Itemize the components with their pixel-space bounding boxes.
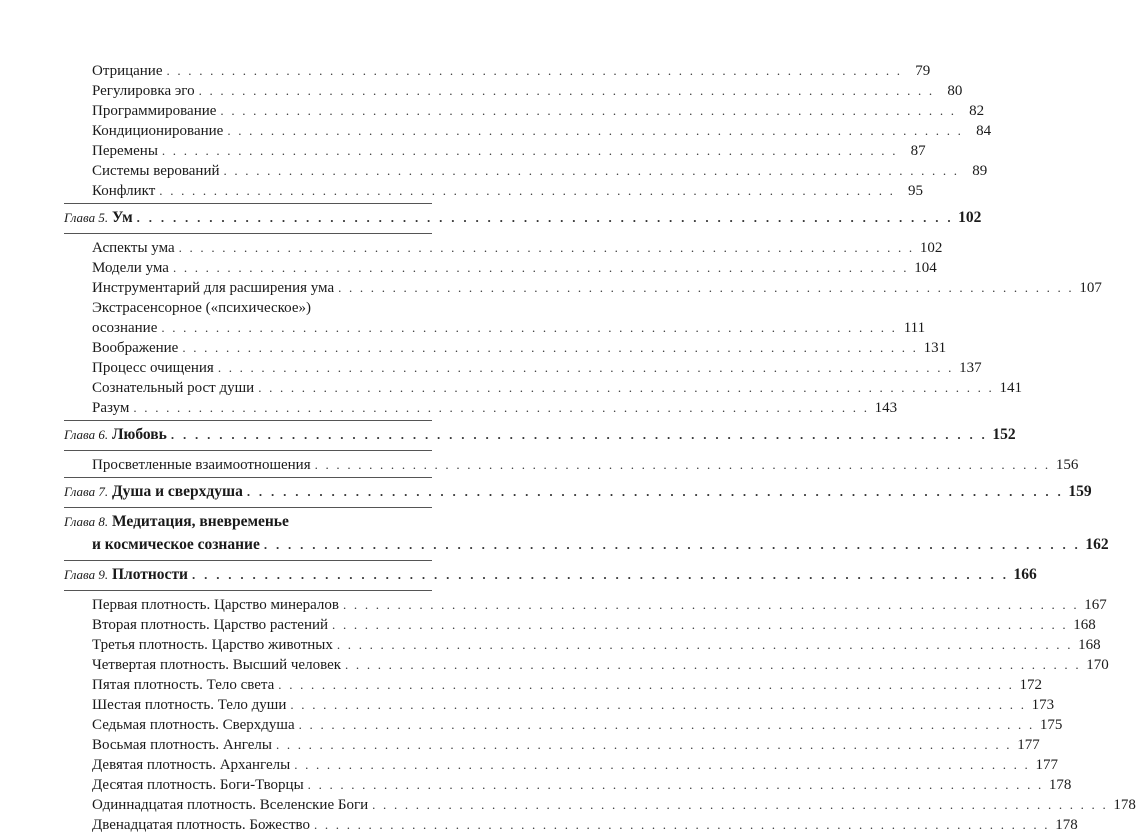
entry-title: Седьмая плотность. Сверхдуша [92, 717, 295, 733]
toc-entry [0, 277, 1102, 297]
chapter-divider [64, 233, 432, 234]
entry-title: Конфликт [92, 183, 156, 199]
toc-entry [0, 674, 1043, 694]
toc-entry [0, 614, 1096, 634]
toc-entry [0, 654, 1109, 674]
toc-entry [0, 120, 992, 140]
page-number: 107 [1079, 280, 1102, 296]
entry-title: Модели ума [92, 260, 169, 276]
dot-leader: . . . . . . . . . . . . . . . . . . . . . . . . . . . . . . . . . . . . . . . . . . . . . . . . . . . . . . . . . . . . . . . . . . . . [172, 260, 909, 275]
toc-entry [0, 634, 1101, 654]
entry-title: Кондиционирование [92, 123, 224, 139]
toc-entry [0, 774, 1072, 794]
entry-title: Восьмая плотность. Ангелы [92, 737, 272, 753]
page-number: 80 [947, 83, 963, 99]
entry-title: осознание [92, 320, 158, 336]
chapter-number: Глава 9. [64, 567, 109, 582]
dot-leader: . . . . . . . . . . . . . . . . . . . . . . . . . . . . . . . . . . . . . . . . . . . . . . . . . . . . . . . . . . . . . . . . . . . . [136, 210, 954, 225]
entry-title: Регулировка эго [92, 83, 195, 99]
entry-title: Просветленные взаимоотношения [92, 457, 311, 473]
page-number: 102 [958, 209, 982, 226]
chapter-divider [64, 507, 432, 508]
entry-title: Сознательный рост души [92, 380, 255, 396]
dot-leader: . . . . . . . . . . . . . . . . . . . . . . . . . . . . . . . . . . . . . . . . . . . . . . . . . . . . . . . . . . . . . . . . . . . . [133, 400, 870, 415]
chapter-number: Глава 7. [64, 484, 109, 499]
entry-title: Одиннадцатая плотность. Вселенские Боги [92, 797, 369, 813]
toc-entry [0, 160, 988, 180]
entry-title: Экстрасенсорное («психическое») [92, 300, 312, 316]
toc-entry [0, 794, 1136, 814]
dot-leader: . . . . . . . . . . . . . . . . . . . . . . . . . . . . . . . . . . . . . . . . . . . . . . . . . . . . . . . . . . . . . . . . . . . . [332, 617, 1068, 632]
toc-entry [0, 80, 963, 100]
page-number: 167 [1084, 597, 1107, 613]
page-number: 162 [1085, 536, 1109, 553]
page-number: 95 [908, 183, 924, 199]
dot-leader: . . . . . . . . . . . . . . . . . . . . . . . . . . . . . . . . . . . . . . . . . . . . . . . . . . . . . . . . . . . . . . . . . . . . [275, 737, 1012, 752]
entry-title: Пятая плотность. Тело света [92, 677, 275, 693]
chapter-number: Глава 8. [64, 514, 109, 529]
chapter-divider [64, 203, 432, 204]
toc-entry [0, 60, 931, 80]
page-number: 82 [969, 103, 985, 119]
toc-entry [0, 100, 985, 120]
page-number: 89 [972, 163, 988, 179]
chapter-title: Медитация, вневременье [111, 513, 289, 530]
page-number: 168 [1073, 617, 1096, 633]
dot-leader: . . . . . . . . . . . . . . . . . . . . . . . . . . . . . . . . . . . . . . . . . . . . . . . . . . . . . . . . . . . . . . . . . . . . [161, 320, 898, 335]
page-number: 178 [1048, 777, 1072, 793]
page-number: 104 [914, 260, 937, 276]
page-number: 131 [923, 340, 947, 356]
page-number: 84 [976, 123, 992, 139]
toc-entry [0, 337, 947, 357]
page-number: 175 [1039, 717, 1063, 733]
dot-leader: . . . . . . . . . . . . . . . . . . . . . . . . . . . . . . . . . . . . . . . . . . . . . . . . . . . . . . . . . . . . . . . . . . . . [220, 103, 957, 118]
page-number: 111 [903, 320, 926, 336]
entry-title: Перемены [92, 143, 158, 159]
dot-leader: . . . . . . . . . . . . . . . . . . . . . . . . . . . . . . . . . . . . . . . . . . . . . . . . . . . . . . . . . . . . . . . . . . . . [258, 380, 994, 395]
chapter-heading [0, 207, 982, 227]
page-number: 156 [1055, 457, 1079, 473]
page-number: 166 [1013, 566, 1037, 583]
toc-entry [0, 257, 937, 277]
toc-entry [0, 754, 1058, 774]
page-number: 170 [1086, 657, 1109, 673]
page-number: 87 [910, 143, 926, 159]
entry-title: Системы верований [92, 163, 220, 179]
dot-leader: . . . . . . . . . . . . . . . . . . . . . . . . . . . . . . . . . . . . . . . . . . . . . . . . . . . . . . . . . . . . . . . . . . . . [159, 183, 896, 198]
dot-leader: . . . . . . . . . . . . . . . . . . . . . . . . . . . . . . . . . . . . . . . . . . . . . . . . . . . . . . . . . . . . . . . . . . . . [290, 697, 1027, 712]
toc-entry [0, 814, 1078, 834]
toc-entry [0, 734, 1040, 754]
entry-title: Процесс очищения [92, 360, 214, 376]
chapter-label [64, 426, 167, 444]
dot-leader: . . . . . . . . . . . . . . . . . . . . . . . . . . . . . . . . . . . . . . . . . . . . . . . . . . . . . . . . . . . . . . . . . . . . [314, 817, 1050, 832]
dot-leader: . . . . . . . . . . . . . . . . . . . . . . . . . . . . . . . . . . . . . . . . . . . . . . . . . . . . . . . . . . . . . . . . . . . . [345, 657, 1081, 672]
entry-title: Двенадцатая плотность. Божество [92, 817, 310, 833]
chapter-title: Ум [111, 209, 133, 226]
page-number: 173 [1031, 697, 1055, 713]
dot-leader: . . . . . . . . . . . . . . . . . . . . . . . . . . . . . . . . . . . . . . . . . . . . . . . . . . . . . . . . . . . . . . . . . . . . [263, 537, 1081, 552]
dot-leader: . . . . . . . . . . . . . . . . . . . . . . . . . . . . . . . . . . . . . . . . . . . . . . . . . . . . . . . . . . . . . . . . . . . . [217, 360, 954, 375]
dot-leader: . . . . . . . . . . . . . . . . . . . . . . . . . . . . . . . . . . . . . . . . . . . . . . . . . . . . . . . . . . . . . . . . . . . . [178, 240, 915, 255]
dot-leader: . . . . . . . . . . . . . . . . . . . . . . . . . . . . . . . . . . . . . . . . . . . . . . . . . . . . . . . . . . . . . . . . . . . . [192, 567, 1009, 582]
entry-title: Разум [92, 400, 130, 416]
entry-title: Десятая плотность. Боги-Творцы [92, 777, 304, 793]
page-number: 79 [915, 63, 931, 79]
page-number: 137 [959, 360, 982, 376]
chapter-label [64, 483, 243, 501]
dot-leader: . . . . . . . . . . . . . . . . . . . . . . . . . . . . . . . . . . . . . . . . . . . . . . . . . . . . . . . . . . . . . . . . . . . . [227, 123, 964, 138]
toc-entry [0, 180, 924, 200]
dot-leader: . . . . . . . . . . . . . . . . . . . . . . . . . . . . . . . . . . . . . . . . . . . . . . . . . . . . . . . . . . . . . . . . . . . . [372, 797, 1108, 812]
toc-entry [0, 454, 1079, 474]
dot-leader: . . . . . . . . . . . . . . . . . . . . . . . . . . . . . . . . . . . . . . . . . . . . . . . . . . . . . . . . . . . . . . . . . . . . [246, 484, 1064, 499]
entry-title: Третья плотность. Царство животных [92, 637, 333, 653]
dot-leader: . . . . . . . . . . . . . . . . . . . . . . . . . . . . . . . . . . . . . . . . . . . . . . . . . . . . . . . . . . . . . . . . . . . . [298, 717, 1035, 732]
dot-leader: . . . . . . . . . . . . . . . . . . . . . . . . . . . . . . . . . . . . . . . . . . . . . . . . . . . . . . . . . . . . . . . . . . . . [314, 457, 1051, 472]
chapter-label [64, 513, 289, 531]
entry-title: Программирование [92, 103, 217, 119]
entry-title: Шестая плотность. Тело души [92, 697, 287, 713]
toc-entry [0, 594, 1107, 614]
chapter-title: и космическое сознание [92, 536, 260, 553]
dot-leader: . . . . . . . . . . . . . . . . . . . . . . . . . . . . . . . . . . . . . . . . . . . . . . . . . . . . . . . . . . . . . . . . . . . . [336, 637, 1073, 652]
toc-entry [0, 694, 1055, 714]
page-number: 178 [1055, 817, 1078, 833]
entry-title: Четвертая плотность. Высший человек [92, 657, 342, 673]
chapter-title: Плотности [111, 566, 188, 583]
entry-title: Воображение [92, 340, 179, 356]
page-number: 143 [874, 400, 898, 416]
dot-leader: . . . . . . . . . . . . . . . . . . . . . . . . . . . . . . . . . . . . . . . . . . . . . . . . . . . . . . . . . . . . . . . . . . . . [343, 597, 1079, 612]
dot-leader: . . . . . . . . . . . . . . . . . . . . . . . . . . . . . . . . . . . . . . . . . . . . . . . . . . . . . . . . . . . . . . . . . . . . [294, 757, 1030, 772]
dot-leader: . . . . . . . . . . . . . . . . . . . . . . . . . . . . . . . . . . . . . . . . . . . . . . . . . . . . . . . . . . . . . . . . . . . . [338, 280, 1074, 295]
chapter-title: Любовь [111, 426, 167, 443]
dot-leader: . . . . . . . . . . . . . . . . . . . . . . . . . . . . . . . . . . . . . . . . . . . . . . . . . . . . . . . . . . . . . . . . . . . . [278, 677, 1015, 692]
page-number: 178 [1113, 797, 1136, 813]
toc-entry [0, 317, 926, 337]
chapter-heading-continued [0, 534, 1109, 554]
page-number: 177 [1017, 737, 1040, 753]
toc-entry [0, 377, 1022, 397]
chapter-heading [0, 564, 1037, 584]
page-number: 168 [1078, 637, 1101, 653]
chapter-heading [0, 424, 1016, 444]
chapter-heading [0, 481, 1092, 501]
toc-entry [0, 397, 898, 417]
entry-title: Отрицание [92, 63, 163, 79]
chapter-label [64, 209, 133, 227]
chapter-heading [0, 511, 472, 531]
toc-entry [0, 237, 943, 257]
dot-leader: . . . . . . . . . . . . . . . . . . . . . . . . . . . . . . . . . . . . . . . . . . . . . . . . . . . . . . . . . . . . . . . . . . . . [223, 163, 960, 178]
chapter-number: Глава 6. [64, 427, 109, 442]
chapter-divider [64, 450, 432, 451]
toc-entry [0, 297, 472, 317]
entry-title: Инструментарий для расширения ума [92, 280, 335, 296]
toc-entry [0, 140, 926, 160]
page-number: 172 [1019, 677, 1043, 693]
chapter-divider [64, 420, 432, 421]
page-number: 152 [992, 426, 1016, 443]
page-number: 177 [1035, 757, 1058, 773]
page-number: 159 [1068, 483, 1092, 500]
entry-title: Аспекты ума [92, 240, 175, 256]
dot-leader: . . . . . . . . . . . . . . . . . . . . . . . . . . . . . . . . . . . . . . . . . . . . . . . . . . . . . . . . . . . . . . . . . . . . [161, 143, 898, 158]
dot-leader: . . . . . . . . . . . . . . . . . . . . . . . . . . . . . . . . . . . . . . . . . . . . . . . . . . . . . . . . . . . . . . . . . . . . [198, 83, 935, 98]
entry-title: Девятая плотность. Архангелы [92, 757, 291, 773]
dot-leader: . . . . . . . . . . . . . . . . . . . . . . . . . . . . . . . . . . . . . . . . . . . . . . . . . . . . . . . . . . . . . . . . . . . . [166, 63, 903, 78]
chapter-number: Глава 5. [64, 210, 109, 225]
chapter-divider [64, 477, 432, 478]
chapter-title: Душа и сверхдуша [111, 483, 243, 500]
page-number: 102 [919, 240, 943, 256]
dot-leader: . . . . . . . . . . . . . . . . . . . . . . . . . . . . . . . . . . . . . . . . . . . . . . . . . . . . . . . . . . . . . . . . . . . . [182, 340, 919, 355]
toc-entry [0, 357, 982, 377]
toc-entry [0, 714, 1063, 734]
entry-title: Вторая плотность. Царство растений [92, 617, 329, 633]
entry-title: Первая плотность. Царство минералов [92, 597, 340, 613]
chapter-divider [64, 560, 432, 561]
chapter-label [64, 566, 188, 584]
chapter-divider [64, 590, 432, 591]
dot-leader: . . . . . . . . . . . . . . . . . . . . . . . . . . . . . . . . . . . . . . . . . . . . . . . . . . . . . . . . . . . . . . . . . . . . [170, 427, 988, 442]
dot-leader: . . . . . . . . . . . . . . . . . . . . . . . . . . . . . . . . . . . . . . . . . . . . . . . . . . . . . . . . . . . . . . . . . . . . [307, 777, 1044, 792]
page-number: 141 [999, 380, 1022, 396]
